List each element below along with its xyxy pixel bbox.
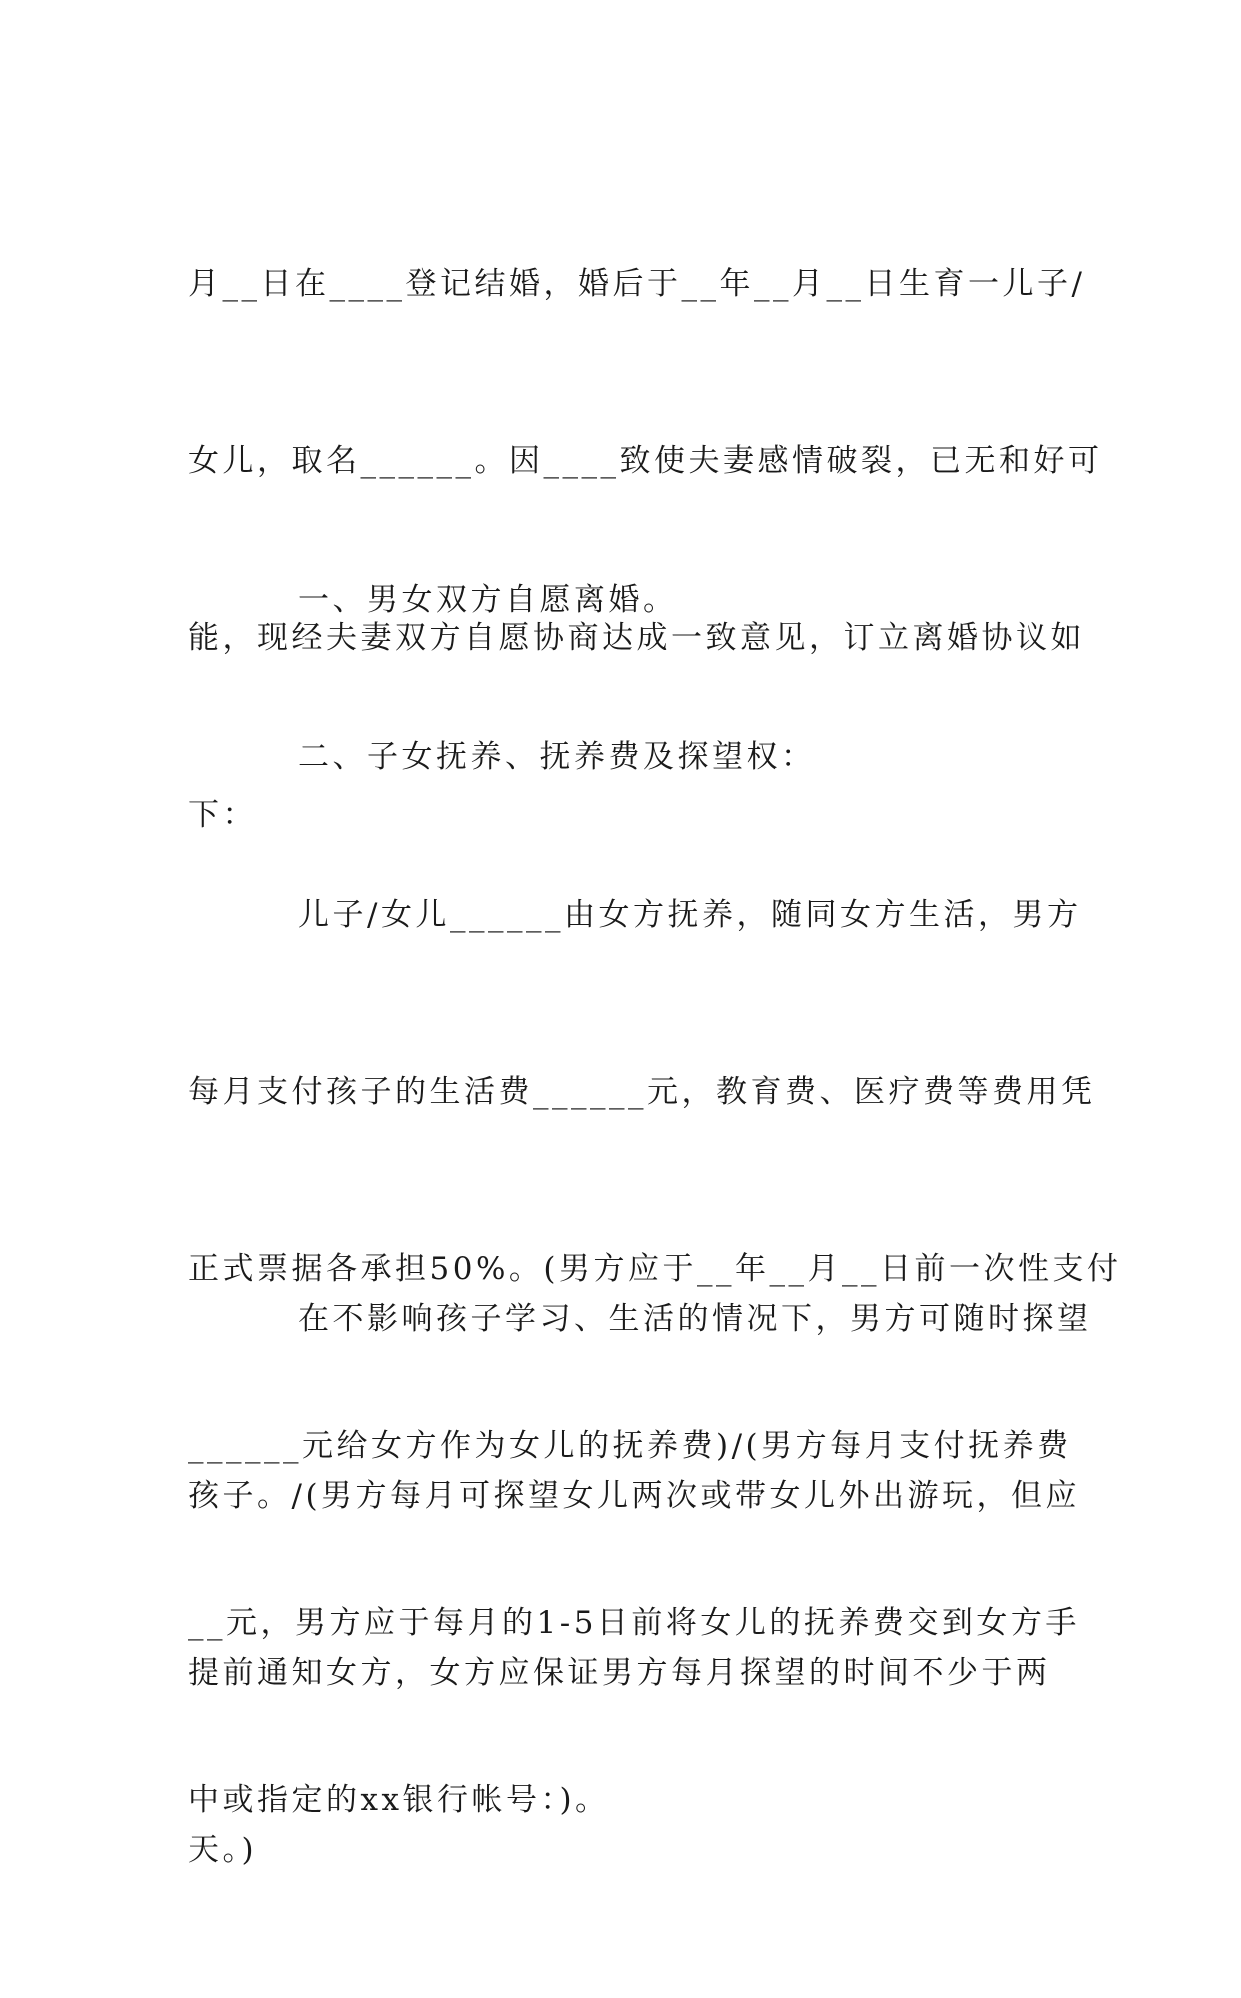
text-line: __元，男方应于每月的1-5日前将女儿的抚养费交到女方手: [188, 1605, 1080, 1641]
text-line: 在不影响孩子学习、生活的情况下，男方可随时探望: [298, 1301, 1092, 1337]
text-line: 月__日在____登记结婚，婚后于__年__月__日生育一儿子/: [188, 266, 1086, 302]
paragraph-visitation: [188, 1172, 1122, 1998]
text-line: 儿子/女儿______由女方抚养，随同女方生活，男方: [298, 897, 1082, 933]
text-line: 下：: [188, 797, 257, 833]
text-line: 女儿，取名______。因____致使夫妻感情破裂，已无和好可: [188, 443, 1103, 479]
text-line: 能，现经夫妻双方自愿协商达成一致意见，订立离婚协议如: [188, 620, 1085, 656]
text-line: 每月支付孩子的生活费______元，教育费、医疗费等费用凭: [188, 1074, 1096, 1110]
text-line: 天。): [188, 1832, 258, 1868]
text-line: 孩子。/(男方每月可探望女儿两次或带女儿外出游玩，但应: [188, 1478, 1081, 1514]
text-line: ______元给女方作为女儿的抚养费)/(男方每月支付抚养费: [188, 1428, 1072, 1464]
text-line: 中或指定的xx银行帐号：)。: [188, 1782, 610, 1818]
clause-one-text: 一、男女双方自愿离婚。: [298, 582, 678, 618]
clause-two-text: 二、子女抚养、抚养费及探望权：: [298, 739, 816, 775]
text-line: 正式票据各承担50%。(男方应于__年__月__日前一次性支付: [188, 1251, 1122, 1287]
text-line: 提前通知女方，女方应保证男方每月探望的时间不少于两: [188, 1655, 1051, 1691]
